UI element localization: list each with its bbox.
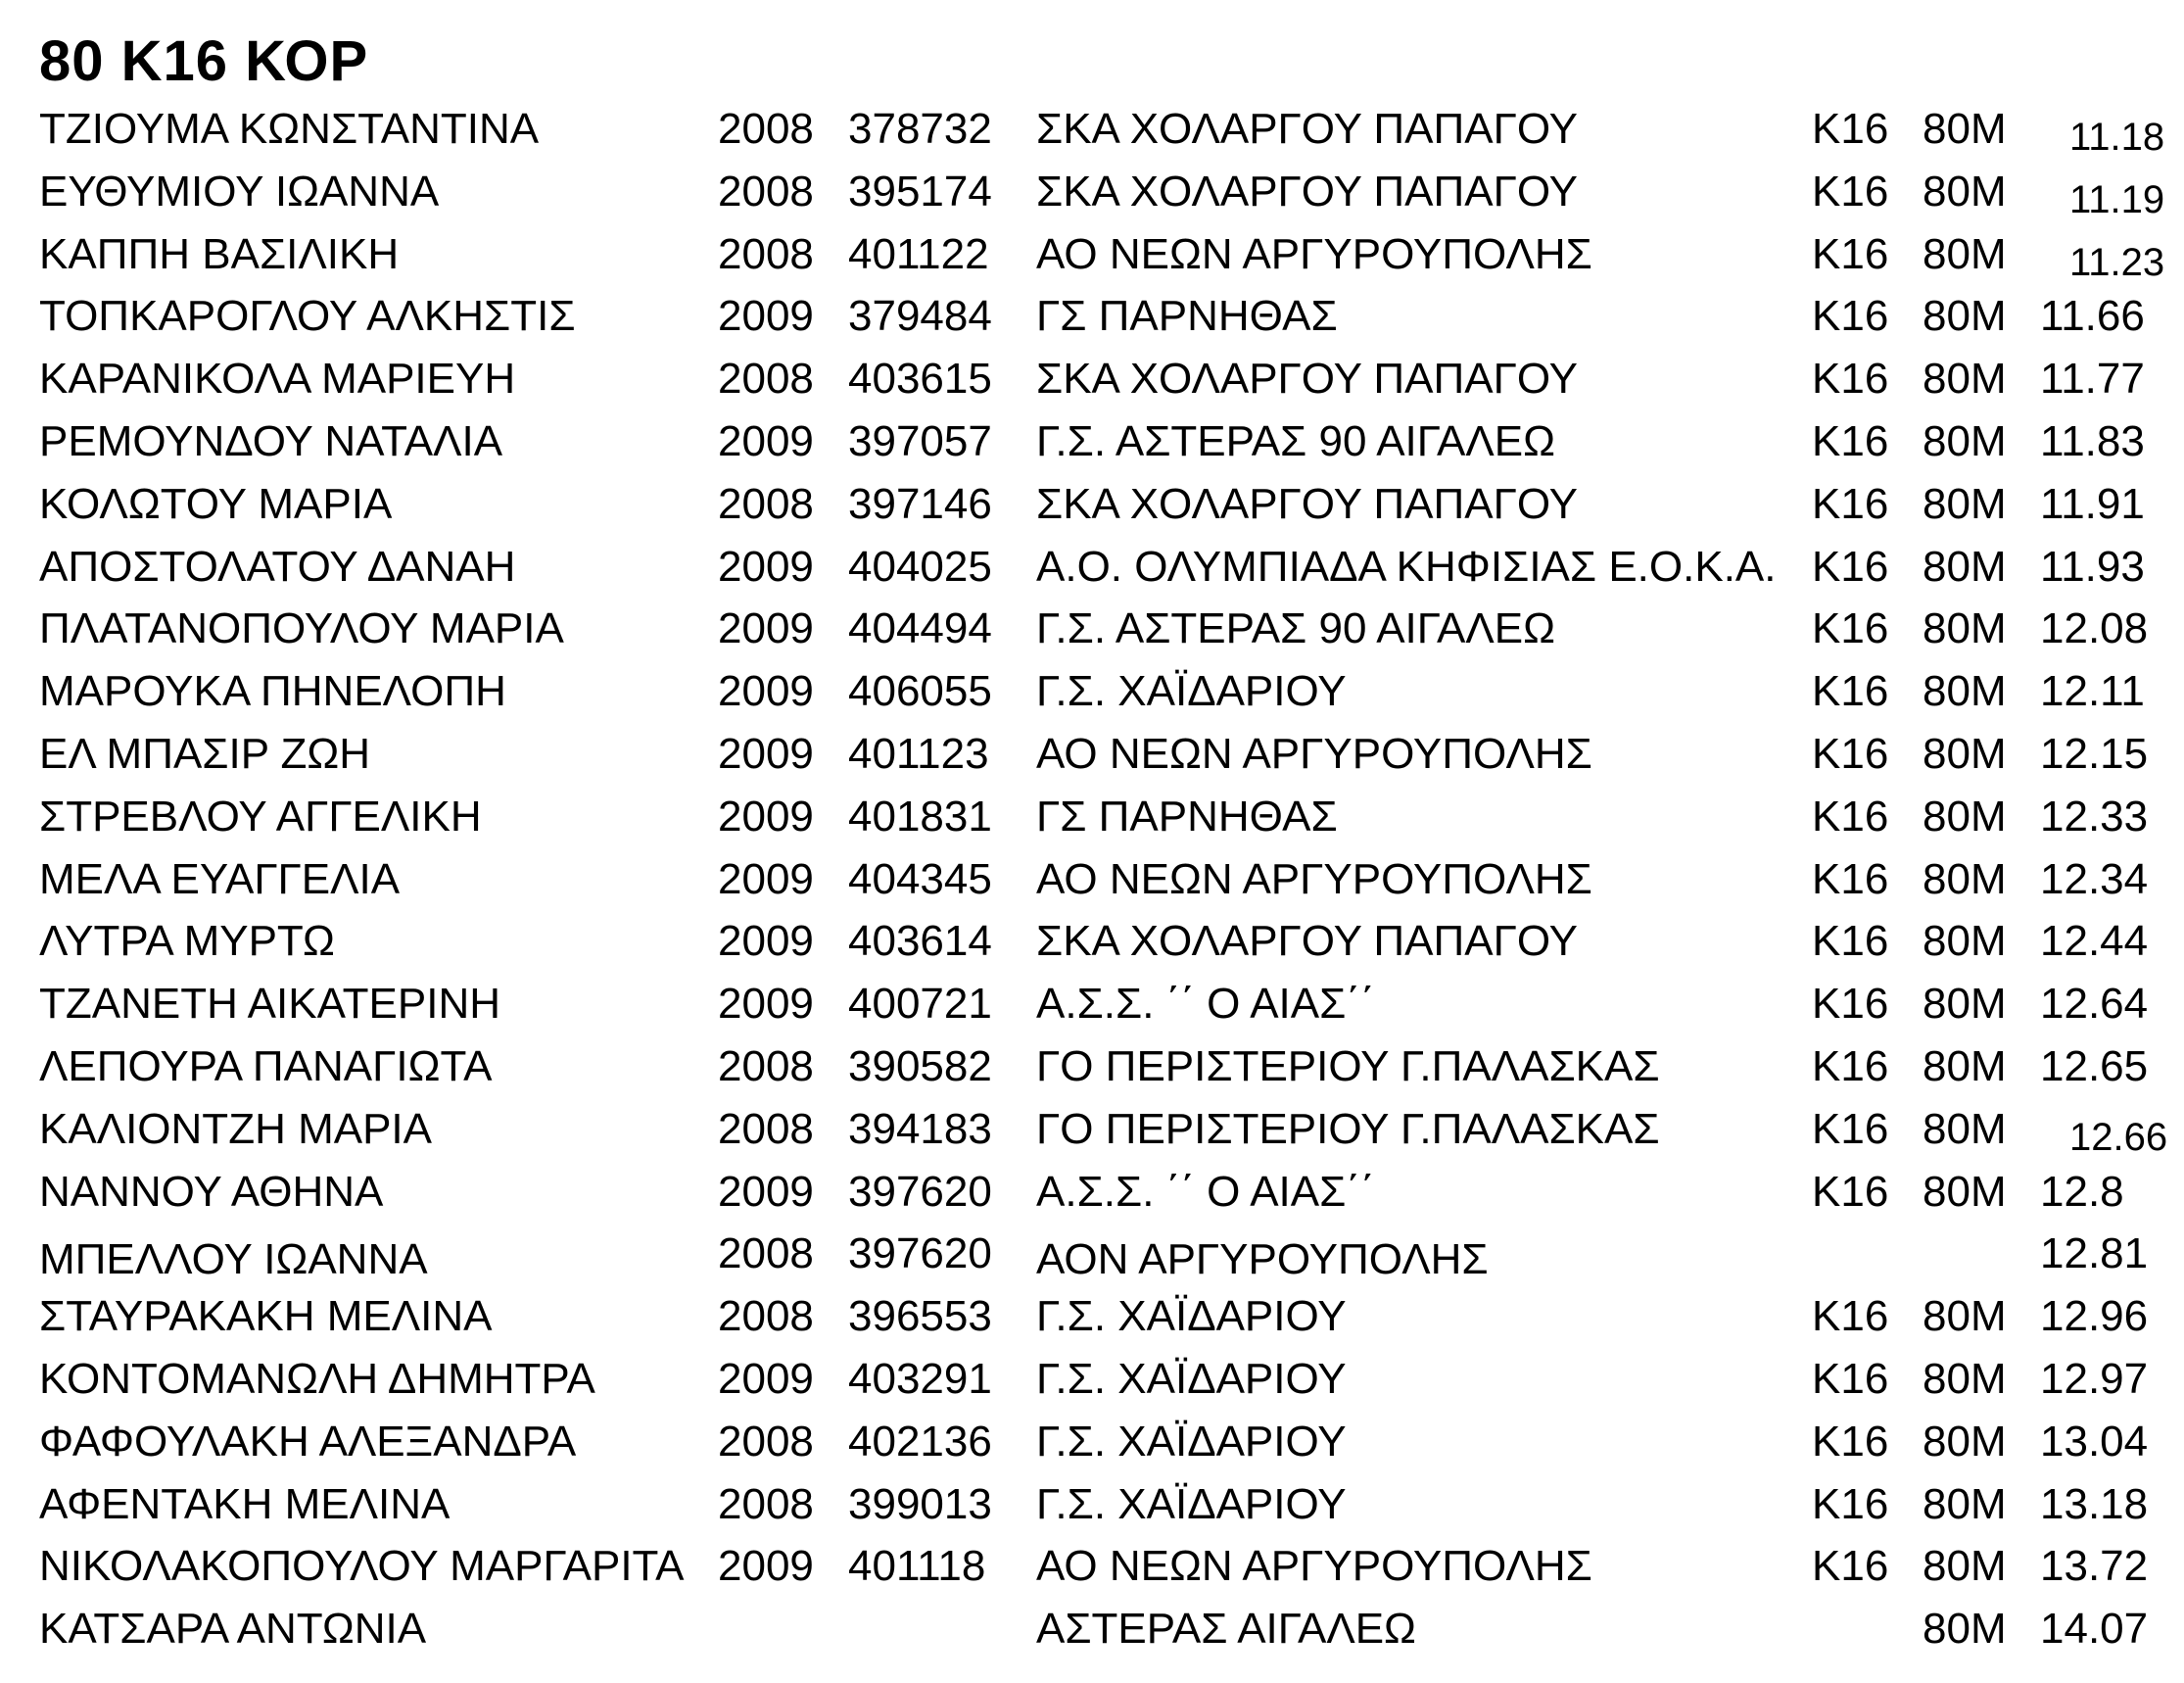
athlete-name: ΚΑΛΙΟΝΤΖΗ ΜΑΡΙΑ [39, 1104, 432, 1153]
result-time: 11.66 [2040, 292, 2145, 341]
license-number: 379484 [848, 292, 992, 341]
license-number: 395174 [848, 167, 992, 216]
result-time: 13.72 [2040, 1542, 2149, 1591]
athlete-name: ΕΛ ΜΠΑΣΙΡ ΖΩΗ [39, 729, 371, 778]
license-number: 397620 [848, 1229, 992, 1278]
result-row [0, 1098, 2184, 1161]
license-number: 390582 [848, 1041, 992, 1090]
result-row [0, 1598, 2184, 1660]
age-category: Κ16 [1812, 1417, 1889, 1466]
birth-year: 2008 [718, 479, 814, 528]
age-category: Κ16 [1812, 105, 1889, 153]
athlete-name: ΣΤΑΥΡΑΚΑΚΗ ΜΕΛΙΝΑ [39, 1292, 493, 1341]
age-category: Κ16 [1812, 292, 1889, 341]
athlete-name: ΤΟΠΚΑΡΟΓΛΟΥ ΑΛΚΗΣΤΙΣ [39, 292, 576, 341]
event-name: 80Μ [1923, 667, 2007, 716]
license-number: 400721 [848, 980, 992, 1029]
club-name: ΣΚΑ ΧΟΛΑΡΓΟΥ ΠΑΠΑΓΟΥ [1036, 105, 1579, 153]
result-time: 11.83 [2040, 416, 2145, 465]
age-category: Κ16 [1812, 479, 1889, 528]
age-category: Κ16 [1812, 917, 1889, 966]
birth-year: 2009 [718, 1354, 814, 1403]
club-name: ΑΟ ΝΕΩΝ ΑΡΓΥΡΟΥΠΟΛΗΣ [1036, 854, 1592, 903]
age-category: Κ16 [1812, 229, 1889, 278]
license-number: 399013 [848, 1479, 992, 1528]
age-category: Κ16 [1812, 1479, 1889, 1528]
athlete-name: ΦΑΦΟΥΛΑΚΗ ΑΛΕΞΑΝΔΡΑ [39, 1417, 577, 1466]
club-name: ΣΚΑ ΧΟΛΑΡΓΟΥ ΠΑΠΑΓΟΥ [1036, 917, 1579, 966]
result-time: 11.19 [2069, 177, 2165, 221]
birth-year: 2009 [718, 980, 814, 1029]
club-name: Α.Σ.Σ. ΄΄ Ο ΑΙΑΣ΄΄ [1036, 980, 1375, 1029]
event-name: 80Μ [1923, 105, 2007, 153]
result-time: 12.97 [2040, 1354, 2149, 1403]
result-time: 12.66 [2069, 1115, 2168, 1159]
result-row [0, 1411, 2184, 1473]
age-category: Κ16 [1812, 667, 1889, 716]
result-row [0, 473, 2184, 536]
license-number: 404494 [848, 604, 992, 653]
birth-year: 2008 [718, 105, 814, 153]
event-name: 80Μ [1923, 980, 2007, 1029]
license-number: 378732 [848, 105, 992, 153]
athlete-name: ΚΑΤΣΑΡΑ ΑΝΤΩΝΙΑ [39, 1605, 427, 1654]
birth-year: 2008 [718, 1104, 814, 1153]
result-row [0, 285, 2184, 348]
age-category: Κ16 [1812, 1104, 1889, 1153]
athlete-name: ΝΙΚΟΛΑΚΟΠΟΥΛΟΥ ΜΑΡΓΑΡΙΤΑ [39, 1542, 685, 1591]
event-name: 80Μ [1923, 167, 2007, 216]
event-name: 80Μ [1923, 1417, 2007, 1466]
result-row [0, 536, 2184, 599]
result-time: 12.96 [2040, 1292, 2149, 1341]
license-number: 403614 [848, 917, 992, 966]
club-name: Γ.Σ. ΧΑΪΔΑΡΙΟΥ [1036, 1417, 1347, 1466]
result-time: 12.34 [2040, 854, 2149, 903]
event-name: 80Μ [1923, 604, 2007, 653]
athlete-name: ΑΠΟΣΤΟΛΑΤΟΥ ΔΑΝΑΗ [39, 542, 516, 591]
license-number: 403615 [848, 355, 992, 404]
athlete-name: ΡΕΜΟΥΝΔΟΥ ΝΑΤΑΛΙΑ [39, 416, 503, 465]
result-time: 13.04 [2040, 1417, 2149, 1466]
result-time: 12.33 [2040, 792, 2149, 841]
result-row [0, 660, 2184, 723]
age-category: Κ16 [1812, 1542, 1889, 1591]
result-time: 11.93 [2040, 542, 2145, 591]
athlete-name: ΛΥΤΡΑ ΜΥΡΤΩ [39, 917, 335, 966]
birth-year: 2009 [718, 667, 814, 716]
event-name: 80Μ [1923, 479, 2007, 528]
athlete-name: ΚΟΝΤΟΜΑΝΩΛΗ ΔΗΜΗΤΡΑ [39, 1354, 595, 1403]
age-category: Κ16 [1812, 1167, 1889, 1216]
result-row [0, 348, 2184, 410]
athlete-name: ΣΤΡΕΒΛΟΥ ΑΓΓΕΛΙΚΗ [39, 792, 482, 841]
result-time: 12.64 [2040, 980, 2149, 1029]
result-row [0, 973, 2184, 1035]
birth-year: 2009 [718, 292, 814, 341]
athlete-name: ΜΕΛΑ ΕΥΑΓΓΕΛΙΑ [39, 854, 401, 903]
event-name: 80Μ [1923, 416, 2007, 465]
birth-year: 2009 [718, 729, 814, 778]
result-time: 11.77 [2040, 355, 2145, 404]
result-row [0, 848, 2184, 911]
age-category: Κ16 [1812, 1354, 1889, 1403]
event-name: 80Μ [1923, 1542, 2007, 1591]
result-time: 12.8 [2040, 1167, 2124, 1216]
license-number: 406055 [848, 667, 992, 716]
age-category: Κ16 [1812, 355, 1889, 404]
result-row [0, 98, 2184, 161]
result-row [0, 910, 2184, 973]
result-time: 12.81 [2040, 1229, 2149, 1278]
club-name: ΣΚΑ ΧΟΛΑΡΓΟΥ ΠΑΠΑΓΟΥ [1036, 167, 1579, 216]
result-row [0, 1473, 2184, 1536]
result-row [0, 1223, 2184, 1285]
event-name: 80Μ [1923, 1605, 2007, 1654]
event-name: 80Μ [1923, 1104, 2007, 1153]
result-row [0, 723, 2184, 786]
result-time: 11.91 [2040, 479, 2145, 528]
athlete-name: ΤΖΑΝΕΤΗ ΑΙΚΑΤΕΡΙΝΗ [39, 980, 501, 1029]
club-name: ΑΟ ΝΕΩΝ ΑΡΓΥΡΟΥΠΟΛΗΣ [1036, 229, 1592, 278]
birth-year: 2009 [718, 792, 814, 841]
result-row [0, 1535, 2184, 1598]
birth-year: 2009 [718, 604, 814, 653]
result-time: 11.18 [2069, 116, 2165, 159]
license-number: 397057 [848, 416, 992, 465]
athlete-name: ΑΦΕΝΤΑΚΗ ΜΕΛΙΝΑ [39, 1479, 451, 1528]
birth-year: 2008 [718, 1417, 814, 1466]
age-category: Κ16 [1812, 980, 1889, 1029]
license-number: 394183 [848, 1104, 992, 1153]
club-name: Γ.Σ. ΧΑΪΔΑΡΙΟΥ [1036, 667, 1347, 716]
event-name: 80Μ [1923, 292, 2007, 341]
athlete-name: ΚΑΡΑΝΙΚΟΛΑ ΜΑΡΙΕΥΗ [39, 355, 516, 404]
result-row [0, 410, 2184, 473]
club-name: ΓΣ ΠΑΡΝΗΘΑΣ [1036, 792, 1338, 841]
birth-year: 2009 [718, 917, 814, 966]
club-name: ΑΟ ΝΕΩΝ ΑΡΓΥΡΟΥΠΟΛΗΣ [1036, 1542, 1592, 1591]
club-name: Γ.Σ. ΑΣΤΕΡΑΣ 90 ΑΙΓΑΛΕΩ [1036, 604, 1555, 653]
result-row [0, 1348, 2184, 1411]
athlete-name: ΜΠΕΛΛΟΥ ΙΩΑΝΝΑ [39, 1235, 428, 1284]
athlete-name: ΚΑΠΠΗ ΒΑΣΙΛΙΚΗ [39, 229, 400, 278]
result-row [0, 1285, 2184, 1348]
athlete-name: ΝΑΝΝΟΥ ΑΘΗΝΑ [39, 1167, 384, 1216]
result-time: 11.23 [2069, 240, 2165, 284]
club-name: Α.Ο. ΟΛΥΜΠΙΑΔΑ ΚΗΦΙΣΙΑΣ Ε.Ο.Κ.Α. [1036, 542, 1777, 591]
result-row [0, 598, 2184, 660]
license-number: 396553 [848, 1292, 992, 1341]
age-category: Κ16 [1812, 542, 1889, 591]
age-category: Κ16 [1812, 167, 1889, 216]
birth-year: 2009 [718, 542, 814, 591]
result-row [0, 223, 2184, 286]
age-category: Κ16 [1812, 854, 1889, 903]
license-number: 401118 [848, 1542, 986, 1591]
age-category: Κ16 [1812, 1292, 1889, 1341]
event-name: 80Μ [1923, 1292, 2007, 1341]
club-name: ΣΚΑ ΧΟΛΑΡΓΟΥ ΠΑΠΑΓΟΥ [1036, 479, 1579, 528]
event-name: 80Μ [1923, 917, 2007, 966]
event-name: 80Μ [1923, 1041, 2007, 1090]
license-number: 401122 [848, 229, 989, 278]
birth-year: 2008 [718, 229, 814, 278]
license-number: 401123 [848, 729, 989, 778]
result-row [0, 161, 2184, 223]
age-category: Κ16 [1812, 604, 1889, 653]
club-name: Α.Σ.Σ. ΄΄ Ο ΑΙΑΣ΄΄ [1036, 1167, 1375, 1216]
birth-year: 2009 [718, 1167, 814, 1216]
club-name: ΑΟ ΝΕΩΝ ΑΡΓΥΡΟΥΠΟΛΗΣ [1036, 729, 1592, 778]
birth-year: 2008 [718, 1479, 814, 1528]
club-name: Γ.Σ. ΧΑΪΔΑΡΙΟΥ [1036, 1292, 1347, 1341]
age-category: Κ16 [1812, 729, 1889, 778]
event-name: 80Μ [1923, 1479, 2007, 1528]
birth-year: 2008 [718, 1041, 814, 1090]
athlete-name: ΠΛΑΤΑΝΟΠΟΥΛΟΥ ΜΑΡΙΑ [39, 604, 564, 653]
club-name: Γ.Σ. ΧΑΪΔΑΡΙΟΥ [1036, 1354, 1347, 1403]
athlete-name: ΜΑΡΟΥΚΑ ΠΗΝΕΛΟΠΗ [39, 667, 506, 716]
license-number: 404025 [848, 542, 992, 591]
result-time: 14.07 [2040, 1605, 2149, 1654]
license-number: 397620 [848, 1167, 992, 1216]
result-row [0, 1035, 2184, 1098]
event-name: 80Μ [1923, 854, 2007, 903]
birth-year: 2009 [718, 416, 814, 465]
event-name: 80Μ [1923, 355, 2007, 404]
result-time: 12.08 [2040, 604, 2149, 653]
event-name: 80Μ [1923, 729, 2007, 778]
event-name: 80Μ [1923, 542, 2007, 591]
age-category: Κ16 [1812, 1041, 1889, 1090]
result-time: 12.15 [2040, 729, 2149, 778]
result-row [0, 786, 2184, 848]
birth-year: 2009 [718, 854, 814, 903]
result-time: 13.18 [2040, 1479, 2149, 1528]
license-number: 397146 [848, 479, 992, 528]
page-title: 80 Κ16 ΚΟΡ [39, 29, 369, 93]
result-time: 12.65 [2040, 1041, 2149, 1090]
club-name: ΑΟΝ ΑΡΓΥΡΟΥΠΟΛΗΣ [1036, 1235, 1489, 1284]
result-time: 12.44 [2040, 917, 2149, 966]
athlete-name: ΕΥΘΥΜΙΟΥ ΙΩΑΝΝΑ [39, 167, 440, 216]
event-name: 80Μ [1923, 229, 2007, 278]
license-number: 404345 [848, 854, 992, 903]
license-number: 401831 [848, 792, 992, 841]
athlete-name: ΛΕΠΟΥΡΑ ΠΑΝΑΓΙΩΤΑ [39, 1041, 493, 1090]
club-name: ΣΚΑ ΧΟΛΑΡΓΟΥ ΠΑΠΑΓΟΥ [1036, 355, 1579, 404]
age-category: Κ16 [1812, 416, 1889, 465]
athlete-name: ΚΟΛΩΤΟΥ ΜΑΡΙΑ [39, 479, 393, 528]
birth-year: 2008 [718, 1229, 814, 1278]
club-name: Γ.Σ. ΑΣΤΕΡΑΣ 90 ΑΙΓΑΛΕΩ [1036, 416, 1555, 465]
birth-year: 2009 [718, 1542, 814, 1591]
club-name: ΓΣ ΠΑΡΝΗΘΑΣ [1036, 292, 1338, 341]
result-time: 12.11 [2040, 667, 2145, 716]
birth-year: 2008 [718, 167, 814, 216]
club-name: Γ.Σ. ΧΑΪΔΑΡΙΟΥ [1036, 1479, 1347, 1528]
birth-year: 2008 [718, 355, 814, 404]
event-name: 80Μ [1923, 1354, 2007, 1403]
result-row [0, 1161, 2184, 1224]
license-number: 403291 [848, 1354, 992, 1403]
license-number: 402136 [848, 1417, 992, 1466]
event-name: 80Μ [1923, 792, 2007, 841]
birth-year: 2008 [718, 1292, 814, 1341]
club-name: ΑΣΤΕΡΑΣ ΑΙΓΑΛΕΩ [1036, 1605, 1416, 1654]
age-category: Κ16 [1812, 792, 1889, 841]
event-name: 80Μ [1923, 1167, 2007, 1216]
results-list [0, 98, 2184, 1660]
club-name: ΓΟ ΠΕΡΙΣΤΕΡΙΟΥ Γ.ΠΑΛΑΣΚΑΣ [1036, 1104, 1660, 1153]
athlete-name: ΤΖΙΟΥΜΑ ΚΩΝΣΤΑΝΤΙΝΑ [39, 105, 540, 153]
club-name: ΓΟ ΠΕΡΙΣΤΕΡΙΟΥ Γ.ΠΑΛΑΣΚΑΣ [1036, 1041, 1660, 1090]
